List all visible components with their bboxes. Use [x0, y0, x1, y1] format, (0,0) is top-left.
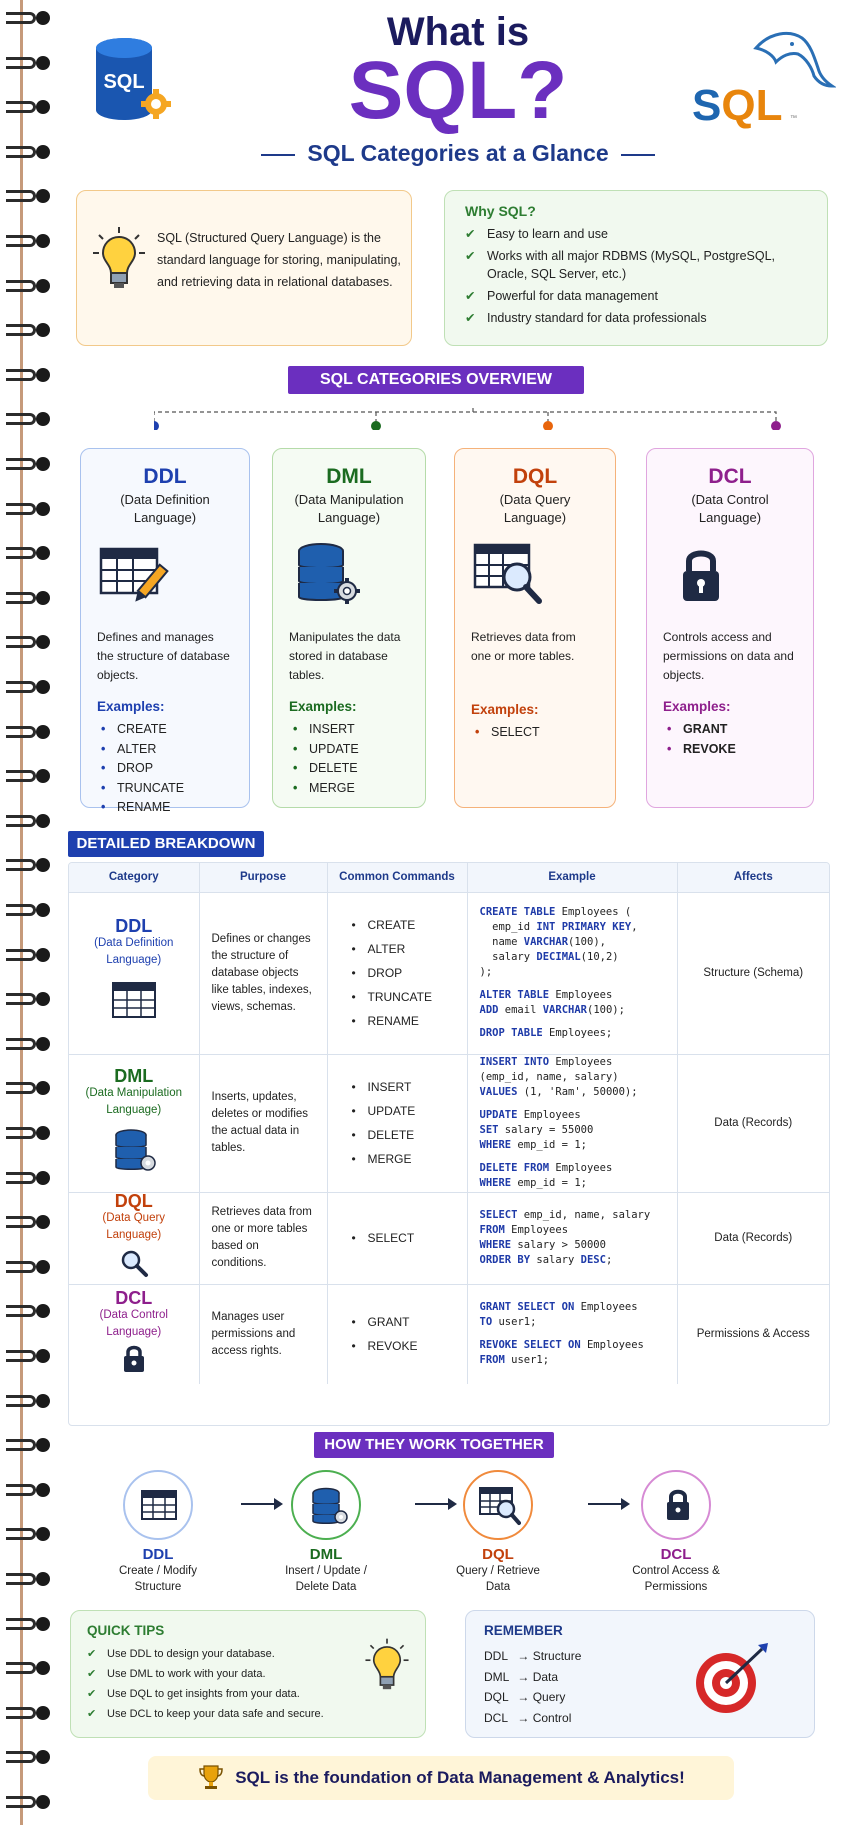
example-item: • RENAME — [101, 798, 233, 818]
card-full-name: (Data Manipulation Language) — [294, 492, 404, 525]
table-row — [69, 1054, 829, 1192]
command-item: • SELECT — [352, 1226, 455, 1250]
remember-row: DDL → Structure — [484, 1649, 582, 1663]
flow-desc: Query / Retrieve Data — [456, 1565, 540, 1593]
row-abbr: DCL — [115, 1287, 153, 1308]
row-full-name: (Data Definition Language) — [94, 936, 174, 966]
check-icon: ✔ — [87, 1688, 97, 1700]
example-cell: CREATE TABLE Employees ( emp_id INT PRIMARY KEY, name VARCHAR(100), salary DECIMAL(10,2) ); ALTER TABLE Employees ADD email VARCHAR(100); DROP TABLE Employees; — [467, 892, 677, 1054]
command-item: • DROP — [352, 961, 455, 985]
footer-text: SQL is the foundation of Data Management & Analytics! — [235, 1768, 685, 1787]
binding-ring — [6, 632, 52, 652]
lock-icon — [120, 1343, 148, 1373]
binding-ring — [6, 677, 52, 697]
binding-ring — [6, 97, 52, 117]
binding-ring — [6, 499, 52, 519]
binding-ring — [6, 811, 52, 831]
lock-icon — [663, 541, 739, 607]
binding-ring — [6, 588, 52, 608]
overview-banner: SQL CATEGORIES OVERVIEW — [288, 366, 584, 394]
example-item: • MERGE — [293, 779, 409, 799]
commands-cell — [327, 1192, 467, 1284]
example-cell: SELECT emp_id, name, salary FROM Employees WHERE salary > 50000 ORDER BY salary DESC; — [467, 1192, 677, 1284]
purpose-cell: Inserts, updates, deletes or modifies the actual data in tables. — [199, 1054, 327, 1192]
flow-desc: Create / Modify Structure — [119, 1565, 197, 1593]
how-banner: HOW THEY WORK TOGETHER — [314, 1432, 554, 1458]
row-full-name: (Data Manipulation Language) — [85, 1086, 183, 1116]
commands-cell — [327, 892, 467, 1054]
category-cell — [69, 1192, 199, 1284]
binding-ring — [6, 1346, 52, 1366]
binding-ring — [6, 409, 52, 429]
spiral-binding — [0, 0, 56, 1825]
flow-abbr: DDL — [142, 1546, 174, 1563]
flow-circle — [291, 1470, 361, 1540]
binding-ring — [6, 142, 52, 162]
binding-ring — [6, 945, 52, 965]
remember-row: DML → Data — [484, 1669, 559, 1684]
binding-ring — [6, 1301, 52, 1321]
binding-ring — [6, 1658, 52, 1678]
database-gear-icon — [309, 1486, 349, 1526]
card-full-name: (Data Definition Language) — [120, 492, 210, 525]
binding-ring — [6, 1614, 52, 1634]
header-example: Example — [467, 863, 677, 892]
binding-ring — [6, 1524, 52, 1544]
category-cell — [69, 1284, 199, 1384]
why-item: ✔ Industry standard for data professionals — [465, 311, 707, 325]
row-abbr: DQL — [114, 1190, 153, 1211]
header-commands: Common Commands — [327, 863, 467, 892]
commands-cell — [327, 1054, 467, 1192]
quick-tips-box — [70, 1610, 426, 1738]
flow-step-dcl — [606, 1470, 746, 1595]
lightbulb-icon — [91, 225, 147, 295]
binding-ring — [6, 855, 52, 875]
affects-cell: Data (Records) — [677, 1054, 829, 1192]
card-description: Manipulates the data stored in database tables. — [289, 630, 401, 682]
remember-row: DQL → Query — [484, 1690, 566, 1704]
card-description: Controls access and permissions on data and objects. — [663, 630, 794, 682]
example-item: • ALTER — [101, 740, 233, 760]
flow-desc: Control Access & Permissions — [632, 1565, 720, 1593]
examples-label: Examples: — [289, 699, 357, 714]
row-abbr: DDL — [115, 915, 153, 936]
binding-ring — [6, 722, 52, 742]
header-category: Category — [69, 863, 199, 892]
database-gear-icon — [111, 1127, 157, 1173]
tip-item: ✔ Use DCL to keep your data safe and secure. — [87, 1704, 409, 1724]
dml-card — [272, 448, 426, 808]
title-line-2: SQL? — [348, 45, 568, 136]
intro-box — [76, 190, 412, 346]
affects-cell: Permissions & Access — [696, 1327, 810, 1340]
example-item: • TRUNCATE — [101, 779, 233, 799]
binding-ring — [6, 766, 52, 786]
card-full-name: (Data Query Language) — [499, 492, 571, 525]
row-full-name: (Data Query Language) — [102, 1211, 166, 1241]
why-sql-box — [444, 190, 828, 346]
binding-ring — [6, 1257, 52, 1277]
binding-ring — [6, 365, 52, 385]
binding-ring — [6, 1747, 52, 1767]
purpose-cell: Defines or changes the structure of database objects like tables, indexes, views, schemas. — [199, 892, 327, 1054]
command-item: • MERGE — [352, 1147, 455, 1171]
command-item: • RENAME — [352, 1009, 455, 1033]
flow-circle — [641, 1470, 711, 1540]
examples-label: Examples: — [471, 702, 539, 717]
binding-ring — [6, 454, 52, 474]
examples-label: Examples: — [97, 699, 165, 714]
why-item: ✔ Powerful for data management — [465, 289, 658, 303]
target-icon — [692, 1641, 772, 1717]
table-search-icon — [471, 541, 547, 607]
tip-item: ✔ Use DQL to get insights from your data. — [87, 1684, 409, 1704]
binding-ring — [6, 1168, 52, 1188]
magnifier-icon — [119, 1248, 149, 1278]
ddl-card — [80, 448, 250, 814]
command-item: • ALTER — [352, 937, 455, 961]
purpose-cell: Retrieves data from one or more tables based on conditions. — [199, 1192, 327, 1284]
table-edit-icon — [97, 541, 173, 607]
remember-title: REMEMBER — [484, 1623, 563, 1638]
remember-row: DCL → Control — [484, 1710, 572, 1725]
footer-banner — [148, 1756, 734, 1800]
example-item: • CREATE — [101, 720, 233, 740]
command-item: • DELETE — [352, 1123, 455, 1147]
example-item: • REVOKE — [667, 740, 797, 760]
why-item: ✔ Easy to learn and use — [465, 227, 608, 241]
binding-ring — [6, 1480, 52, 1500]
header-purpose: Purpose — [199, 863, 327, 892]
lightbulb-icon — [363, 1637, 411, 1695]
card-full-name: (Data Control Language) — [691, 492, 769, 525]
breakdown-banner: DETAILED BREAKDOWN — [68, 831, 264, 857]
binding-ring — [6, 989, 52, 1009]
title-line-1: What is — [386, 10, 530, 54]
example-item: • GRANT — [667, 720, 797, 740]
row-full-name: (Data Control Language) — [99, 1308, 168, 1338]
binding-ring — [6, 276, 52, 296]
table-icon — [111, 977, 157, 1023]
flow-step-ddl — [88, 1470, 228, 1595]
flow-abbr: DQL — [482, 1546, 514, 1563]
card-abbr: DCL — [708, 465, 752, 488]
svg-text:™: ™ — [790, 115, 797, 122]
binding-ring — [6, 1703, 52, 1723]
subtitle — [58, 140, 858, 167]
command-item: • CREATE — [352, 913, 455, 937]
binding-ring — [6, 1792, 52, 1812]
flow-abbr: DCL — [660, 1546, 692, 1563]
dcl-card — [646, 448, 814, 808]
commands-cell — [327, 1284, 467, 1384]
flow-circle — [463, 1470, 533, 1540]
binding-ring — [6, 1123, 52, 1143]
binding-ring — [6, 1569, 52, 1589]
why-item: ✔ Works with all major RDBMS (MySQL, PostgreSQL, Oracle, SQL Server, etc.) — [465, 249, 776, 281]
check-icon: ✔ — [465, 227, 476, 241]
command-item: • UPDATE — [352, 1099, 455, 1123]
command-item: • REVOKE — [352, 1334, 455, 1358]
category-cell — [69, 892, 199, 1054]
purpose-cell: Manages user permissions and access rights. — [199, 1284, 327, 1384]
binding-ring — [6, 231, 52, 251]
breakdown-table — [68, 862, 830, 1426]
table-row — [69, 1192, 829, 1284]
dql-card — [454, 448, 616, 808]
binding-ring — [6, 1435, 52, 1455]
example-cell: INSERT INTO Employees (emp_id, name, salary) VALUES (1, 'Ram', 50000); UPDATE Employees SET salary = 55000 WHERE emp_id = 1; DELETE FROM Employees WHERE emp_id = 1; — [467, 1054, 677, 1192]
tip-item: ✔ Use DDL to design your database. — [87, 1644, 409, 1664]
row-abbr: DML — [114, 1065, 154, 1086]
binding-ring — [6, 186, 52, 206]
examples-label: Examples: — [663, 699, 731, 714]
card-abbr: DQL — [512, 465, 558, 488]
trophy-icon — [197, 1763, 225, 1791]
binding-ring — [6, 1391, 52, 1411]
binding-ring — [6, 8, 52, 28]
table-search-icon — [479, 1486, 521, 1526]
card-description: Defines and manages the structure of database objects. — [97, 630, 230, 682]
table-icon — [141, 1489, 177, 1523]
binding-ring — [6, 900, 52, 920]
sql-logo-text: SQL — [103, 71, 145, 93]
example-item: • INSERT — [293, 720, 409, 740]
category-cell — [69, 1054, 199, 1192]
binding-ring — [6, 1078, 52, 1098]
lock-icon — [665, 1488, 691, 1522]
command-item: • TRUNCATE — [352, 985, 455, 1009]
header-affects: Affects — [677, 863, 829, 892]
table-row — [69, 1284, 829, 1384]
category-connector-lines — [154, 408, 792, 430]
check-icon: ✔ — [465, 249, 476, 263]
flow-circle — [123, 1470, 193, 1540]
affects-cell: Data (Records) — [677, 1192, 829, 1284]
mysql-logo-text: SQL — [692, 81, 783, 130]
check-icon: ✔ — [87, 1708, 97, 1720]
check-icon: ✔ — [87, 1648, 97, 1660]
check-icon: ✔ — [465, 311, 476, 325]
flow-abbr: DML — [309, 1546, 343, 1563]
why-sql-title: Why SQL? — [465, 203, 536, 219]
binding-ring — [6, 1034, 52, 1054]
example-item: • UPDATE — [293, 740, 409, 760]
database-gear-icon — [289, 541, 365, 607]
card-abbr: DDL — [143, 465, 187, 488]
binding-ring — [6, 320, 52, 340]
check-icon: ✔ — [87, 1668, 97, 1680]
flow-step-dml — [256, 1470, 396, 1595]
tips-title: QUICK TIPS — [87, 1623, 165, 1638]
table-row — [69, 892, 829, 1054]
example-cell: GRANT SELECT ON Employees TO user1; REVOKE SELECT ON Employees FROM user1; — [467, 1284, 677, 1384]
example-item: • SELECT — [475, 723, 599, 743]
command-item: • GRANT — [352, 1310, 455, 1334]
check-icon: ✔ — [465, 289, 476, 303]
binding-ring — [6, 1212, 52, 1232]
flow-desc: Insert / Update / Delete Data — [285, 1565, 367, 1593]
tip-item: ✔ Use DML to work with your data. — [87, 1664, 409, 1684]
infographic-page — [58, 0, 858, 1825]
card-description: Retrieves data from one or more tables. — [471, 630, 576, 663]
subtitle-text: SQL Categories at a Glance — [307, 140, 609, 166]
binding-ring — [6, 53, 52, 73]
example-item: • DELETE — [293, 759, 409, 779]
mysql-dolphin-logo — [686, 28, 836, 138]
remember-box — [465, 1610, 815, 1738]
example-item: • DROP — [101, 759, 233, 779]
command-item: • INSERT — [352, 1075, 455, 1099]
binding-ring — [6, 543, 52, 563]
intro-text: SQL (Structured Query Language) is the standard language for storing, manipulating, and retrieving data in relational databases. — [157, 231, 401, 289]
flow-step-dql — [428, 1470, 568, 1595]
card-abbr: DML — [326, 465, 372, 488]
affects-cell: Structure (Schema) — [677, 892, 829, 1054]
